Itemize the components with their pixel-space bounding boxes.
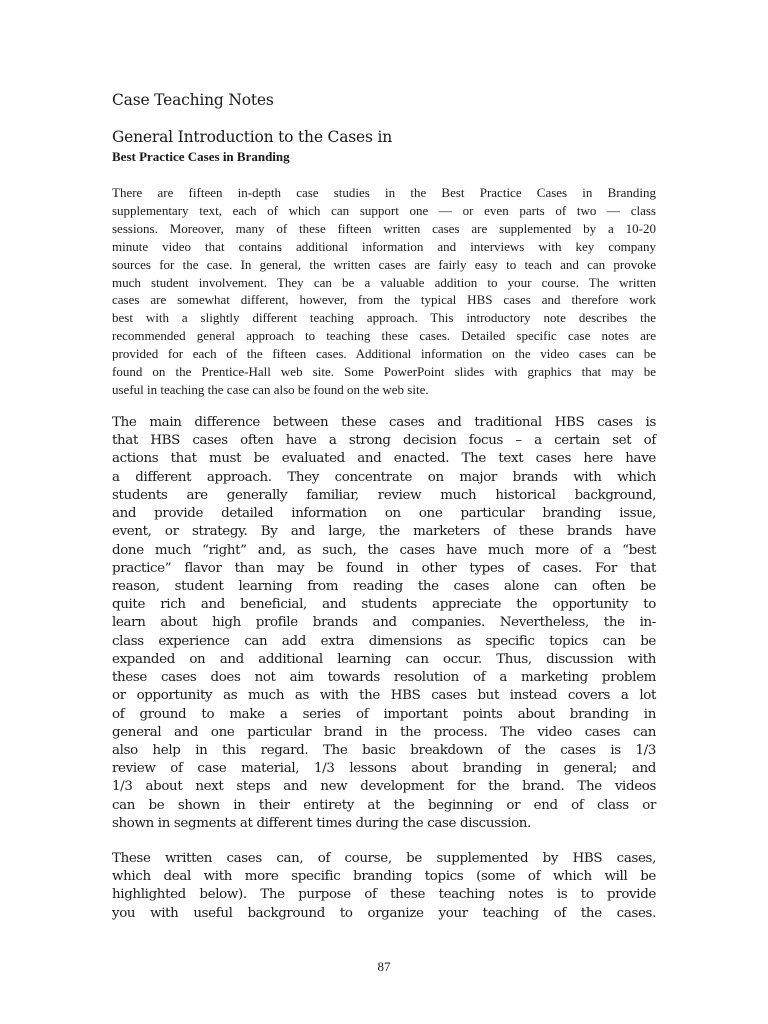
body-line: shown in segments at different times during the case discussion. <box>112 815 531 831</box>
body-line: highlighted below). The purpose of these teaching notes is to provide <box>112 887 656 903</box>
intro-line: useful in teaching the case can also be found on the web site. <box>112 381 429 397</box>
intro-line: cases are somewhat different, however, from the typical HBS cases and therefore work <box>112 292 656 308</box>
intro-line: supplementary text, each of which can support one — or even parts of two — class <box>112 202 656 218</box>
body-line: or opportunity as much as with the HBS cases but instead covers a lot <box>112 688 656 704</box>
page-title: Case Teaching Notes <box>112 91 274 109</box>
body-line: quite rich and beneficial, and students appreciate the opportunity to <box>112 597 656 613</box>
intro-line: much student involvement. They can be a valuable addition to your course. The written <box>112 274 656 290</box>
body-line: These written cases can, of course, be supplemented by HBS cases, <box>112 851 656 866</box>
body-paragraph-1 <box>112 414 656 833</box>
intro-line: provided for each of the fifteen cases. Additional information on the video cases can be <box>112 346 656 362</box>
body-line: expanded on and additional learning can occur. Thus, discussion with <box>112 651 656 667</box>
body-line: The main difference between these cases and traditional HBS cases is <box>112 415 656 430</box>
intro-line: sources for the case. In general, the written cases are fairly easy to teach and can provoke <box>112 256 656 272</box>
body-line: event, or strategy. By and large, the marketers of these brands have <box>112 524 656 540</box>
body-line: students are generally familiar, review much historical background, <box>112 487 656 503</box>
body-line: class experience can add extra dimensions as specific topics can be <box>112 633 656 649</box>
body-line: done much “right” and, as such, the cases have much more of a “best <box>112 542 656 558</box>
intro-paragraph <box>112 184 656 399</box>
section-heading: General Introduction to the Cases in <box>112 128 392 146</box>
body-line: review of case material, 1/3 lessons about branding in general; and <box>112 761 656 777</box>
intro-line: sessions. Moreover, many of these fifteen written cases are supplemented by a 10-20 <box>112 220 656 236</box>
body-line: can be shown in their entirety at the beginning or end of class or <box>112 797 656 813</box>
page-number: 87 <box>377 959 391 974</box>
intro-line: best with a slightly different teaching approach. This introductory note describes the <box>112 310 656 326</box>
body-line: 1/3 about next steps and new development for the brand. The videos <box>112 779 656 795</box>
body-line: practice” flavor than may be found in other types of cases. For that <box>112 560 656 576</box>
intro-line: There are fifteen in-depth case studies in the Best Practice Cases in Branding <box>112 185 656 200</box>
section-subheading: Best Practice Cases in Branding <box>112 149 290 164</box>
body-line: learn about high profile brands and companies. Nevertheless, the in- <box>112 615 656 631</box>
body-line: a different approach. They concentrate on major brands with which <box>112 469 656 485</box>
body-line: of ground to make a series of important points about branding in <box>112 706 656 722</box>
body-line: general and one particular brand in the process. The video cases can <box>112 724 656 740</box>
body-paragraph-2 <box>112 850 656 923</box>
intro-line: found on the Prentice-Hall web site. Some PowerPoint slides with graphics that may be <box>112 364 656 380</box>
body-line: and provide detailed information on one particular branding issue, <box>112 506 656 522</box>
body-line: reason, student learning from reading the cases alone can often be <box>112 578 656 594</box>
body-line: actions that must be evaluated and enacted. The text cases here have <box>112 451 656 467</box>
body-line: these cases does not aim towards resolution of a marketing problem <box>112 670 656 686</box>
intro-line: recommended general approach to teaching these cases. Detailed specific case notes are <box>112 328 656 344</box>
intro-line: minute video that contains additional information and interviews with key company <box>112 238 656 254</box>
body-line: you with useful background to organize your teaching of the cases. <box>112 905 656 921</box>
body-line: which deal with more specific branding topics (some of which will be <box>112 869 656 885</box>
body-line: also help in this regard. The basic breakdown of the cases is 1/3 <box>112 742 656 758</box>
body-line: that HBS cases often have a strong decision focus – a certain set of <box>112 433 656 449</box>
